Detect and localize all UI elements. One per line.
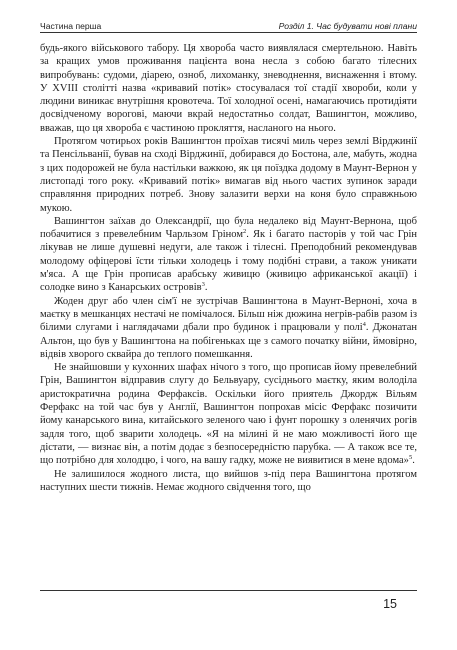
running-header: [40, 15, 417, 31]
paragraph-6: Не залишилося жодного листа, що вийшов з-під пера Вашингтона протягом наступних шести тижнів. Немає жодного свідчення того, що: [40, 468, 417, 493]
paragraph-1: будь-якого військового табору. Ця хвороба часто виявлялася смертельною. Навіть за кращих умов проживання пацієнта вона несла з собою багато тілесних випробувань: судоми, діарею, озноб, лихоманку, зневоднення, виснаження і втому. У XVIII столітті назва «кривавий потік» стосувалася тої стадії хвороби, коли у людини виникає внутрішня кровотеча. Тої холодної осені, намагаючись протидіяти досвідченому ворогові, маючи вкрай недостатньо солдат, Вашингтон, можливо, вважав, що ця хвороба є частиною прокляття, насланого на нього.: [40, 43, 417, 134]
body-text: [40, 42, 417, 494]
footnote-ref-2: 2: [243, 228, 247, 236]
footer-divider: [40, 590, 417, 591]
footnote-ref-4: 4: [362, 321, 366, 329]
footnote-ref-5: 5: [408, 454, 413, 462]
page-number: 15: [383, 597, 397, 611]
header-divider: [40, 32, 417, 33]
header-chapter-title: Розділ 1. Час будувати нові плани: [278, 21, 417, 31]
header-part-title: Частина перша: [40, 21, 102, 31]
paragraph-5: Не знайшовши у кухонних шафах нічого з того, що прописав йому превелебний Грін, Вашингтон відправив слугу до Бельвуару, сусіднього маєтку, яким володіла аристократична родина Ферфаксів. Оскільки його приятель Джордж Вільям Ферфакс на той час був у Англії, Вашингтон попрохав місіс Ферфакс позичити йому канарського вина, китайського зеленого чаю і фунт порошку з оленячих рогів задля того, щоб зварити холодець. «Я на мілині й не маю можливості його ще дістати, — визнає він, а потім додає з безпосередністю парубка. — А також все те, що потрібно для холодцю, і чого, на вашу гадку, може не виявитися в мене вдома»$^5$.: [40, 362, 417, 467]
paragraph-4: Жоден друг або член сім'ї не зустрічав Вашингтона в Маунт-Верноні, хоча в маєтку в мешканцях нестачі не помічалося. Більш ніж дюжина негрів-рабів разом із білими слугами і наглядачами дбали про будинок і працювали у полі$^4$. Джонатан Альтон, що був у Вашингтона на побігеньках ще з самого початку війни, ймовірно, відвів хворого сквайра до теплого помешкання.: [40, 295, 417, 360]
paragraph-3: Вашингтон заїхав до Олександрії, що була недалеко від Маунт-Вернона, щоб побачитися з превелебним Чарльзом Гріном$^2$. Як і багато пасторів у той час Грін лікував не лише душевні недуги, але також і тілесні. Преподобний рекомендував молодому офіцерові їсти тільки холодець і тому подібні страви, а також уникати м'яса. А ще Грін прописав арабську живицю (живицю африканської акації) і солодке вино з Канарських островів$^3$.: [40, 215, 417, 294]
paragraph-2: Протягом чотирьох років Вашингтон проїхав тисячі миль через землі Вірджинії та Пенсільванії, бував на сході Вірджинії, добирався до Бостона, але, мабуть, жодна з цих подорожей не була настільки важкою, як ця поїздка додому в Маунт-Вернон у листопаді того року. «Кривавий потік» вимагав від нього частих зупинок заради справляння природних потреб. Знову залазити верхи на коня було справжньою мукою.: [40, 136, 417, 214]
footnote-ref-3: 3: [201, 281, 205, 289]
